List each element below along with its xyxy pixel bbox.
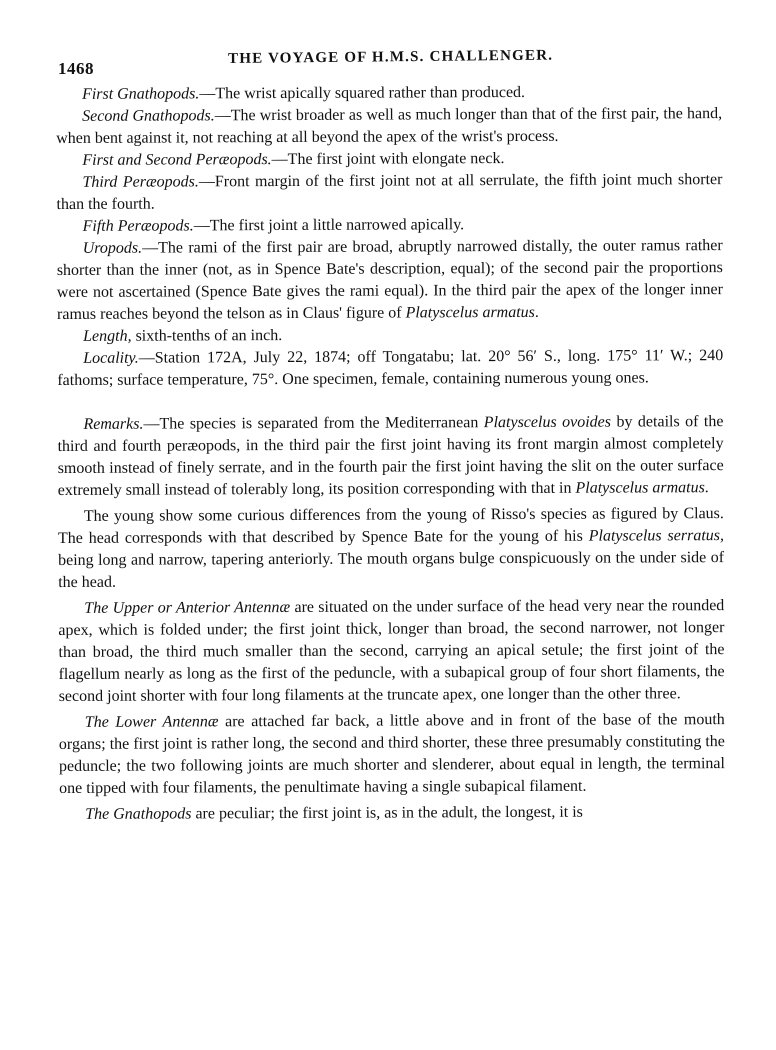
paragraph-text: —The first joint with elongate neck. — [271, 150, 505, 169]
paragraph-text: —The first joint a little narrowed apically. — [193, 216, 465, 235]
running-title: THE VOYAGE OF H.M.S. CHALLENGER. — [228, 47, 554, 67]
paragraph-text: are peculiar; the first joint is, as in the adult, the longest, it is — [191, 803, 583, 823]
paragraph-fifth-peraeopods — [57, 213, 723, 238]
paragraph-lead: The Lower Antennæ — [84, 713, 219, 731]
page-number: 1468 — [58, 59, 94, 78]
paragraph-locality — [57, 345, 723, 392]
paragraph-second-gnathopods — [56, 103, 722, 150]
paragraph-text: sixth-tenths of an inch. — [131, 327, 283, 345]
paragraph-remarks — [57, 411, 723, 502]
paragraph-text: —Front margin of the first joint not at all serrulate, the fifth joint much shorter than the fourth. — [56, 171, 723, 213]
species-name: Platyscelus ovoides — [483, 413, 612, 432]
paragraph-lead: The Gnathopods — [85, 805, 192, 823]
paragraph-first-second-peraeopods — [56, 147, 722, 172]
paragraph-lead: Uropods. — [82, 239, 143, 257]
paragraph-lead: Third Peræopods. — [82, 173, 199, 191]
species-name: Platyscelus armatus — [575, 479, 705, 497]
species-name: Platyscelus serratus, — [588, 527, 725, 545]
paragraph-text: being long and narrow, tapering anteriorly. The mouth organs bulge conspicuously on the under side of the head. — [58, 549, 725, 591]
paragraph-third-peraeopods — [56, 169, 722, 216]
paragraph-text: are attached far back, a little above and in front of the base of the mouth organs; the first joint is rather long, the second and third shorter, these three presumably constituting the peduncle; the two following joints are much shorter and slenderer, about equal in length, the terminal one tipped with four filaments, the penultimate having a single subapical filament. — [58, 711, 726, 797]
paragraph-text: —Station 172A, July 22, 1874; off Tongatabu; lat. 20° 56′ S., long. 175° 11′ W.; 240 fathoms; surface temperature, 75°. One specimen, female, containing numerous young ones. — [57, 347, 724, 389]
paragraph-text: —The rami of the first pair are broad, abruptly narrowed distally, the outer ramus rather shorter than the inner (not, as in Spence Bate's description, equal); of the second pair the proportions were not ascertained (Spence Bate gives the rami equal). In the third pair the apex of the longer inner ramus reaches beyond the telson as in Claus' figure of — [56, 237, 723, 323]
paragraph-lead: Locality. — [83, 349, 139, 367]
paragraph-text: are situated on the under surface of the head very near the rounded apex, which is folded under; the first joint thick, longer than broad, the second narrower, not longer than broad, the third much smaller than the second, carrying an apical setule; the first joint of the flagellum nearly as long as the first of the peduncle, with a subapical group of four short filaments, the second joint shorter with four long filaments at the truncate apex, one longer than the other three. — [58, 597, 725, 705]
paragraph-lead: Length, — [83, 327, 132, 345]
body-text — [56, 81, 725, 826]
paragraph-text: —The species is separated from the Mediterranean — [143, 414, 484, 433]
paragraph-lead: Remarks. — [83, 415, 144, 433]
paragraph-uropods — [57, 235, 723, 326]
paragraph-first-gnathopods — [56, 81, 722, 106]
paragraph-lead: The Upper or Anterior Antennæ — [84, 598, 291, 617]
paragraph-text: . — [704, 479, 709, 497]
paragraph-lead: Fifth Peræopods. — [82, 217, 194, 235]
paragraph-length — [57, 323, 723, 348]
paragraph-upper-antennae — [58, 595, 724, 708]
paragraph-text: by details of the third and fourth peræopods, in the third pair the first joint having its front margin almost completely smooth instead of finely serrate, and in the fourth pair the first joint having the slit on the outer surface extremely small instead of tolerably long, its position corresponding with that in — [57, 413, 724, 499]
paragraph-young — [58, 503, 724, 594]
paragraph-gnathopods — [59, 801, 725, 826]
paragraph-lead: Second Gnathopods. — [82, 107, 215, 125]
paragraph-lead: First Gnathopods. — [82, 85, 200, 103]
paragraph-text: —The wrist apically squared rather than produced. — [199, 83, 526, 103]
paragraph-text: The young show some curious differences from the young of Risso's species as figured by Claus. The head corresponds with that described by Spence Bate for the young of his — [57, 505, 724, 547]
paragraph-text: —The wrist broader as well as much longer than that of the first pair, the hand, when bent against it, not reaching at all beyond the apex of the wrist's process. — [56, 105, 723, 147]
paragraph-text: . — [534, 303, 539, 321]
paragraph-lower-antennae — [59, 709, 725, 800]
species-name: Platyscelus armatus — [405, 303, 535, 322]
paragraph-lead: First and Second Peræopods. — [82, 151, 272, 169]
